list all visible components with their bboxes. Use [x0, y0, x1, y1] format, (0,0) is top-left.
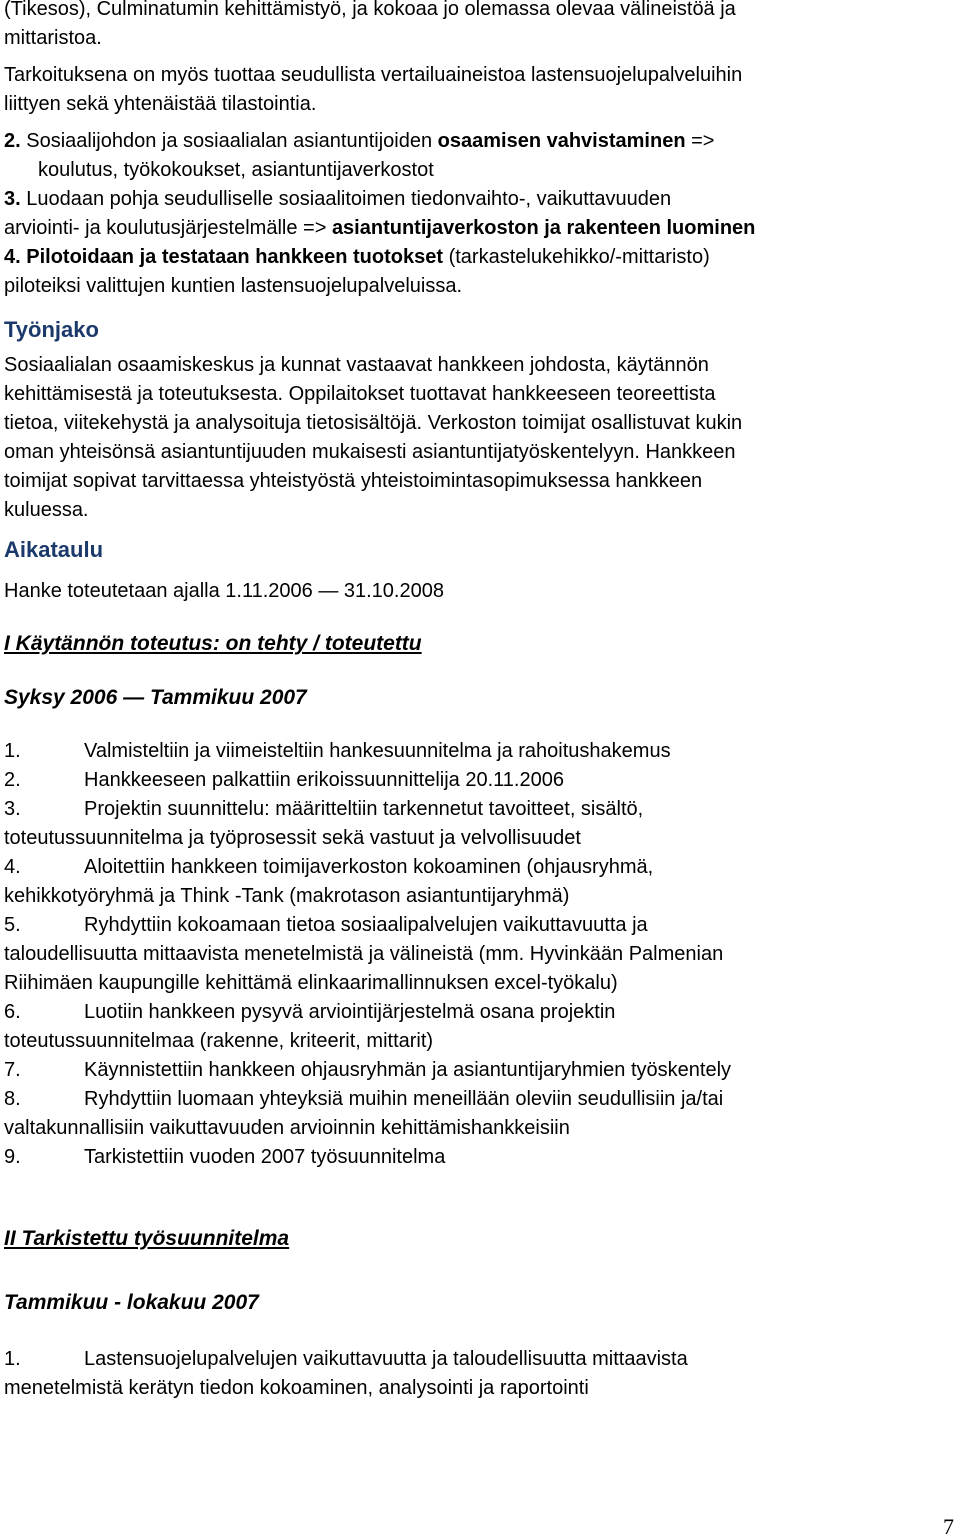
- intro-line: (Tikesos), Culminatumin kehittämistyö, ja kokoaa jo olemassa olevaa välineistöä ja: [4, 0, 736, 20]
- list-item: 4. Aloitettiin hankkeen toimijaverkoston kokoaminen (ohjausryhmä, kehikkotyöryhmä ja Think -Tank (makrotason asiantuntijaryhmä): [4, 856, 654, 907]
- intro-paragraph: [4, 61, 956, 119]
- list-item: 5. Ryhdyttiin kokoamaan tietoa sosiaalipalvelujen vaikuttavuutta ja taloudellisuutta mittaavista menetelmistä ja välineistä (mm. Hyvinkään Palmenian Riihimäen kaupungille kehittämä elinkaarimallinnuksen excel-työkalu): [4, 914, 724, 994]
- page-number: 7: [943, 1514, 954, 1539]
- section-heading-aikataulu: Aikataulu: [4, 537, 104, 562]
- section2-heading: II Tarkistettu työsuunnitelma: [4, 1227, 290, 1250]
- intro-paragraph: [4, 0, 956, 53]
- list-item: 6. Luotiin hankkeen pysyvä arviointijärjestelmä osana projektin toteutussuunnitelmaa (rakenne, kriteerit, mittarit): [4, 1001, 616, 1052]
- section2-steps: [4, 1345, 956, 1403]
- intro-line: liittyen sekä yhtenäistää tilastointia.: [4, 93, 317, 115]
- goal-item: 2. Sosiaalijohdon ja sosiaalialan asiantuntijoiden osaamisen vahvistaminen => koulutus, työkokoukset, asiantuntijaverkostot: [4, 130, 715, 181]
- tyonjako-paragraph: Sosiaalialan osaamiskeskus ja kunnat vastaavat hankkeen johdosta, käytännön kehittämisestä ja toteutuksesta. Oppilaitokset tuottavat hankkeeseen teoreettista tietoa, viitekehystä ja analysoituja tietosisältöjä. Verkoston toimijat osallistuvat kukin oman yhteisönsä asiantuntijuuden mukaisesti asiantuntijatyöskentelyyn. Hankkeen toimijat sopivat tarvittaessa yhteistyöstä yhteistoimintasopimuksessa hankkeen kuluessa.: [4, 354, 743, 521]
- section1-steps: [4, 737, 956, 1172]
- list-item: 1. Valmisteltiin ja viimeisteltiin hankesuunnitelma ja rahoitushakemus: [4, 740, 671, 762]
- list-item: 7. Käynnistettiin hankkeen ohjausryhmän ja asiantuntijaryhmien työskentely: [4, 1059, 732, 1081]
- list-item: 3. Projektin suunnittelu: määritteltiin tarkennetut tavoitteet, sisältö, toteutussuunnitelma ja työprosessit sekä vastuut ja velvollisuudet: [4, 798, 644, 849]
- document-page: [4, 0, 956, 1403]
- list-item: 9. Tarkistettiin vuoden 2007 työsuunnitelma: [4, 1146, 446, 1168]
- aikataulu-text: Hanke toteutetaan ajalla 1.11.2006 — 31.10.2008: [4, 580, 444, 602]
- intro-line: mittaristoa.: [4, 27, 102, 49]
- list-item: 1. Lastensuojelupalvelujen vaikuttavuutta ja taloudellisuutta mittaavista menetelmistä kerätyn tiedon kokoaminen, analysointi ja raportointi: [4, 1348, 688, 1399]
- list-item: 2. Hankkeeseen palkattiin erikoissuunnittelija 20.11.2006: [4, 769, 564, 791]
- section1-period: Syksy 2006 — Tammikuu 2007: [4, 686, 307, 709]
- goals-list: [4, 127, 956, 301]
- goal-item: 3. Luodaan pohja seudulliselle sosiaalitoimen tiedonvaihto-, vaikuttavuuden arviointi- ja koulutusjärjestelmälle => asiantuntijaverkoston ja rakenteen luominen: [4, 188, 756, 239]
- list-item: 8. Ryhdyttiin luomaan yhteyksiä muihin meneillään oleviin seudullisiin ja/tai valtakunnallisiin vaikuttavuuden arvioinnin kehittämishankkeisiin: [4, 1088, 724, 1139]
- section2-period: Tammikuu - lokakuu 2007: [4, 1291, 259, 1314]
- section-heading-tyonjako: Työnjako: [4, 317, 99, 342]
- intro-line: Tarkoituksena on myös tuottaa seudullista vertailuaineistoa lastensuojelupalveluihin: [4, 64, 743, 86]
- section1-heading: I Käytännön toteutus: on tehty / toteutettu: [4, 632, 422, 655]
- goal-item: 4. Pilotoidaan ja testataan hankkeen tuotokset (tarkastelukehikko/-mittaristo) piloteiksi valittujen kuntien lastensuojelupalveluissa.: [4, 246, 710, 297]
